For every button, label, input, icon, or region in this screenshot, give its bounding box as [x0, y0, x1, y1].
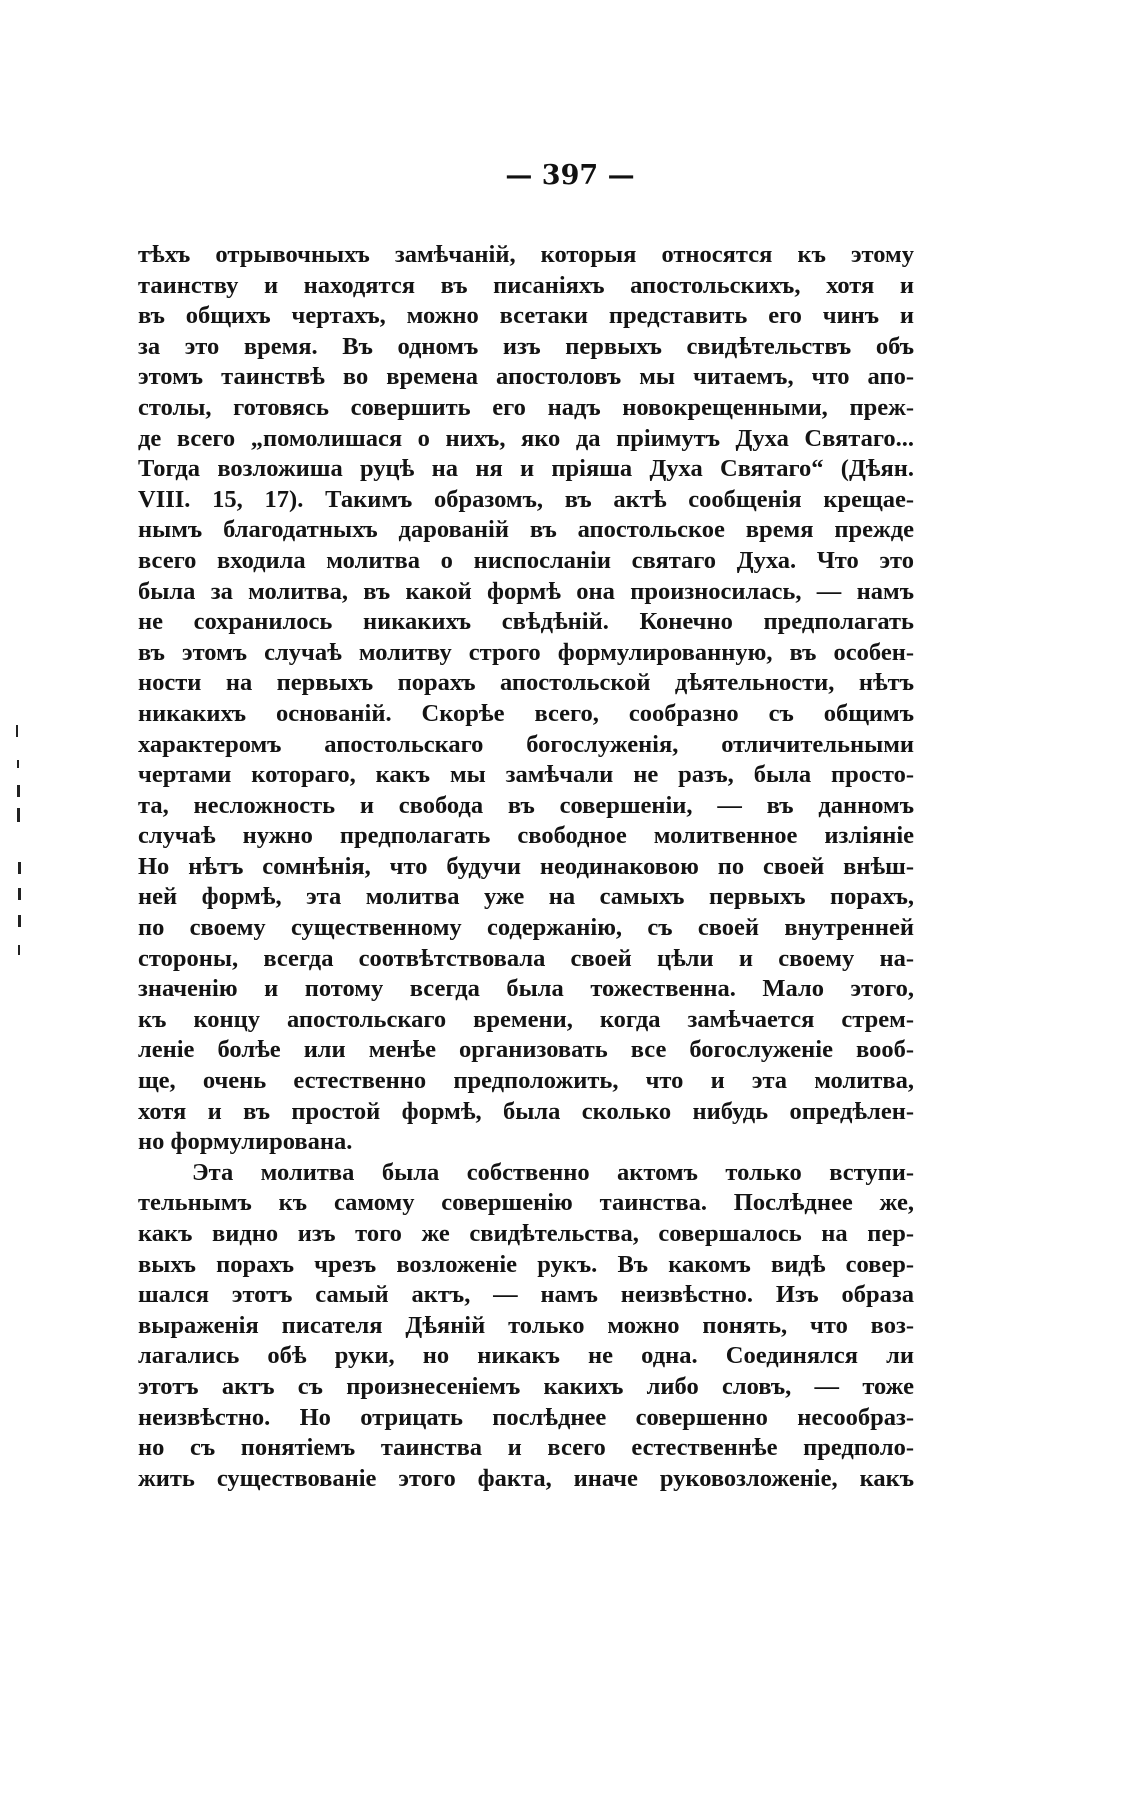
text-line: не сохранилось никакихъ свѣдѣній. Конечно предполагать: [138, 608, 914, 636]
text-line: чертами котораго, какъ мы замѣчали не разъ, была просто-: [138, 761, 914, 789]
text-line: де всего „помолишася о нихъ, яко да пріимутъ Духа Святаго...: [138, 424, 914, 452]
text-line: ще, очень естественно предположить, что и эта молитва,: [138, 1067, 914, 1095]
text-line: ности на первыхъ порахъ апостольской дѣятельности, нѣтъ: [138, 669, 914, 697]
text-line: выхъ порахъ чрезъ возложеніе рукъ. Въ какомъ видѣ совер-: [138, 1250, 914, 1278]
text-line: этотъ актъ съ произнесеніемъ какихъ либо словъ, — тоже: [138, 1372, 914, 1400]
text-line: леніе болѣе или менѣе организовать все богослуженіе вооб-: [138, 1036, 914, 1064]
margin-mark: [17, 760, 19, 768]
margin-mark: [16, 725, 18, 737]
text-line: этомъ таинствѣ во времена апостоловъ мы читаемъ, что апо-: [138, 363, 914, 391]
body-text: [138, 240, 914, 1494]
text-line: всего входила молитва о ниспосланіи святаго Духа. Что это: [138, 546, 914, 574]
text-line: стороны, всегда соотвѣтствовала своей цѣли и своему на-: [138, 944, 914, 972]
text-line: нымъ благодатныхъ дарованій въ апостольское время прежде: [138, 516, 914, 544]
text-line: Тогда возложиша руцѣ на ня и пріяша Духа Святаго“ (Дѣян.: [138, 455, 914, 483]
margin-mark: [18, 915, 21, 927]
margin-mark: [17, 785, 20, 797]
text-line: характеромъ апостольскаго богослуженія, отличительными: [138, 730, 914, 758]
margin-mark: [18, 945, 20, 955]
text-line: Но нѣтъ сомнѣнія, что будучи неодинаковою по своей внѣш-: [138, 852, 914, 880]
text-line: случаѣ нужно предполагать свободное молитвенное изліяніе: [138, 822, 914, 850]
paragraph: [138, 1158, 914, 1495]
margin-mark: [18, 888, 21, 900]
text-line: таинству и находятся въ писаніяхъ апостольскихъ, хотя и: [138, 271, 914, 299]
text-line: но формулирована.: [138, 1128, 353, 1156]
text-line: значенію и потому всегда была тожественна. Мало этого,: [138, 975, 914, 1003]
text-line: никакихъ основаній. Скорѣе всего, сообразно съ общимъ: [138, 699, 914, 727]
text-line: столы, готовясь совершить его надъ новокрещенными, преж-: [138, 393, 914, 421]
text-line: за это время. Въ одномъ изъ первыхъ свидѣтельствъ объ: [138, 332, 914, 360]
text-line: хотя и въ простой формѣ, была сколько нибудь опредѣлен-: [138, 1097, 914, 1125]
text-line: выраженія писателя Дѣяній только можно понять, что воз-: [138, 1311, 914, 1339]
paragraph: [138, 240, 914, 1158]
text-line: была за молитва, въ какой формѣ она произносилась, — намъ: [138, 577, 914, 605]
text-line: ней формѣ, эта молитва уже на самыхъ первыхъ порахъ,: [138, 883, 914, 911]
text-line: къ концу апостольскаго времени, когда замѣчается стрем-: [138, 1005, 914, 1033]
text-line: тѣхъ отрывочныхъ замѣчаній, которыя относятся къ этому: [138, 241, 914, 268]
text-line: но съ понятіемъ таинства и всего естественнѣе предполо-: [138, 1434, 914, 1462]
text-line: тельнымъ къ самому совершенію таинства. Послѣднее же,: [138, 1189, 914, 1217]
text-line: та, несложность и свобода въ совершеніи, — въ данномъ: [138, 791, 914, 819]
text-line: жить существованіе этого факта, иначе руковозложеніе, какъ: [138, 1464, 914, 1492]
text-line: VIII. 15, 17). Такимъ образомъ, въ актѣ сообщенія крещае-: [138, 485, 914, 513]
text-line: какъ видно изъ того же свидѣтельства, совершалось на пер-: [138, 1220, 914, 1247]
text-line: неизвѣстно. Но отрицать послѣднее совершенно несообраз-: [138, 1403, 914, 1431]
text-line: шался этотъ самый актъ, — намъ неизвѣстно. Изъ образа: [138, 1281, 914, 1309]
text-line: по своему существенному содержанію, съ своей внутренней: [138, 914, 914, 942]
text-line: въ этомъ случаѣ молитву строго формулированную, въ особен-: [138, 638, 914, 666]
margin-mark: [18, 862, 21, 874]
margin-mark: [17, 808, 20, 822]
text-line: лагались обѣ руки, но никакъ не одна. Соединялся ли: [138, 1342, 914, 1370]
page-number: — 397 —: [505, 160, 635, 191]
text-line: въ общихъ чертахъ, можно всетаки представить его чинъ и: [138, 302, 914, 330]
text-line: Эта молитва была собственно актомъ только вступи-: [192, 1158, 914, 1186]
